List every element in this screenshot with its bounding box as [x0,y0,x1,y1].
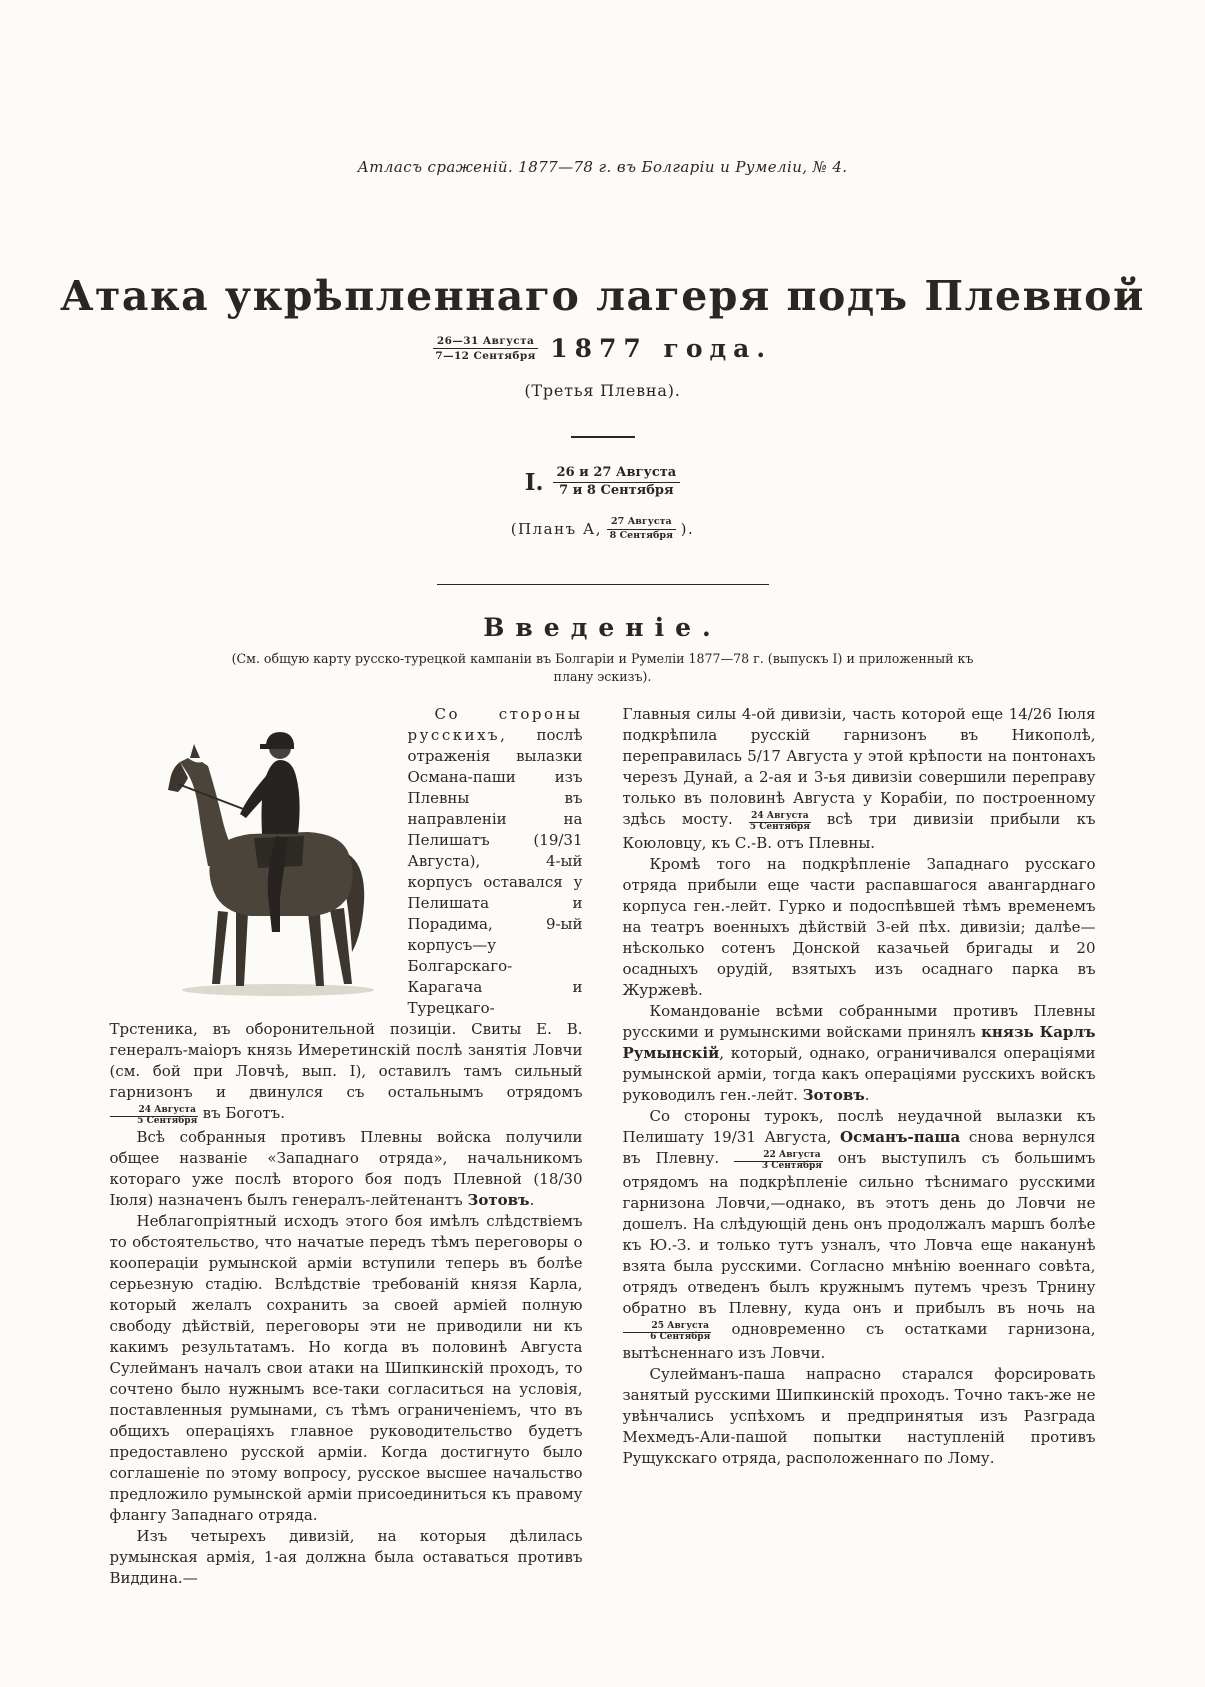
date-fraction-numerator: 26—31 Августа [433,335,538,349]
main-title: Атака укрѣпленнаго лагеря подъ Плевной [60,272,1145,320]
bold-text: Зотовъ [802,1086,865,1105]
section-fraction-denominator: 7 и 8 Сентября [559,482,674,498]
paragraph: Со стороны турокъ, послѣ неудачной вылазки къ Пелишату 19/31 Августа, Османъ-паша снова вернулся въ Плевну. $\frac{\text{22 Августа}}{\text{3 Сентября}}$ онъ выступилъ съ большимъ отрядомъ на подкрѣпленіе сильно тѣснимаго русскими гарнизона Ловчи,—однако, въ этотъ день до Ловчи не дошелъ. На слѣдующій день онъ продолжалъ маршъ болѣе къ Ю.-З. и только тутъ узналъ, что Ловча еще наканунѣ взята была русскими. Согласно мнѣнію военнаго совѣта, отрядъ отведенъ былъ кружнымъ путемъ чрезъ Трнину обратно въ Плевну, куда онъ и прибылъ въ ночь на $\frac{\text{25 Августа}}{\text{6 Сентября}}$ одновременно съ остатками гарнизона, вытѣсненнаго изъ Ловчи. [622,1107,1096,1362]
plan-date-fraction [607,517,676,542]
section-date-fraction [553,466,681,499]
year-text: 1877 года. [550,334,773,363]
subtitle: (Третья Плевна). [524,381,681,400]
date-fraction-denominator: 7—12 Сентября [435,350,536,362]
running-header: Атласъ сраженій. 1877—78 г. въ Болгаріи и Румеліи, № 4. [357,158,848,176]
horse-and-rider-svg [158,706,394,998]
intro-heading: Введеніе. [483,612,722,642]
date-fraction [433,335,538,362]
plan-prefix: (Планъ А, [510,520,603,539]
intro-note: (См. общую карту русско-турецкой кампаніи въ Болгаріи и Румеліи 1877—78 г. (выпускъ I) и приложенный къ плану эскизъ). [231,650,974,684]
right-column [623,704,1096,1589]
paragraph: Всѣ собранныя противъ Плевны войска получили общее названіе «Западнаго отряда», начальникомъ котораго уже послѣ второго боя подъ Плевной (18/30 Іюля) назначенъ былъ генералъ-лейтенантъ Зотовъ. [109,1128,583,1210]
horseman-engraving-illustration [158,706,394,998]
section-fraction-numerator: 26 и 27 Августа [553,466,681,483]
inline-date-fraction: $\frac{\text{22 Августа}}{\text{3 Сентября}}$ [734,1151,822,1172]
text-columns [110,704,1096,1589]
spaced-text: Со стороны русскихъ [407,705,583,745]
bold-text: князь Карлъ Румынскій [622,1023,1096,1063]
divider-long [437,584,769,585]
paragraph: Главныя силы 4-ой дивизіи, часть которой еще 14/26 Іюля подкрѣпила русскій гарнизонъ въ Никополѣ, переправилась 5/17 Августа у этой крѣпости на понтонахъ черезъ Дунай, а 2-ая и 3-ья дивизіи совершили переправу только въ половинѣ Августа у Корабіи, по построенному здѣсь мосту. $\frac{\text{24 Августа}}{\text{5 Сентября}}$ всѣ три дивизіи прибыли къ Коюловцу, къ С.-В. отъ Плевны. [622,705,1096,853]
inline-date-fraction: $\frac{\text{24 Августа}}{\text{5 Сентября}}$ [749,811,810,833]
paragraph: Сулейманъ-паша напрасно старался форсировать занятый русскими Шипкинскій проходъ. Точно такъ-же не увѣнчались успѣхомъ и предпринятыя изъ Разграда Мехмедъ-Али-пашой попытки наступленій противъ Рущукскаго отряда, расположеннаго по Лому. [622,1364,1096,1467]
plan-fraction-numerator: 27 Августа [607,517,676,530]
section-heading [0,466,1205,499]
bold-text: Османъ-паша [840,1128,961,1147]
bold-text: Зотовъ [467,1191,530,1210]
plan-reference [0,517,1205,542]
paragraph: Кромѣ того на подкрѣпленіе Западнаго русскаго отряда прибыли еще части распавшагося авангарднаго корпуса ген.-лейт. Гурко и подоспѣвшей тѣмъ временемъ на театръ военныхъ дѣйствій 3-ей пѣх. дивизіи; далѣе—нѣсколько сотенъ Донской казачьей бригады и 20 осадныхъ орудій, взятыхъ изъ осаднаго парка въ Журжевѣ. [622,855,1096,1000]
left-column [110,704,583,1589]
paragraph: Неблагопріятный исходъ этого боя имѣлъ слѣдствіемъ то обстоятельство, что начатые передъ тѣмъ переговоры о коопераціи румынской арміи вступили теперь въ болѣе серьезную стадію. Вслѣдствіе требованій князя Карла, который желалъ сохранить за своей арміей полную свободу дѣйствій, переговоры эти не приводили ни къ какимъ результатамъ. Но когда въ половинѣ Августа Сулейманъ началъ свои атаки на Шипкинскій проходъ, то сочтено было нужнымъ все-таки согласиться на условія, поставленныя румынами, съ тѣмъ ограниченіемъ, что въ общихъ операціяхъ главное руководительство будетъ предоставлено русской арміи. Когда достигнуто было соглашеніе по этому вопросу, русское высшее начальство предложило румынской арміи присоединиться къ правому флангу Западнаго отряда. [109,1212,583,1525]
paragraph: Изъ четырехъ дивизій, на которыя дѣлилась румынская армія, 1-ая должна была оставаться противъ Виддина.— [109,1527,583,1588]
right-column-paragraphs [623,704,1096,1469]
plan-fraction-denominator: 8 Сентября [609,529,674,541]
divider-short [571,436,635,438]
paragraph: Командованіе всѣми собранными противъ Плевны русскими и румынскими войсками принялъ князь Карлъ Румынскій, который, однако, ограничивался операціями румынской арміи, тогда какъ операціями русскихъ войскъ руководилъ ген.-лейт. Зотовъ. [622,1002,1096,1105]
paragraph: Со стороны русскихъ, послѣ отраженія вылазки Османа-паши изъ Плевны въ направленіи на Пелишатъ (19/31 Августа), 4-ый корпусъ оставался у Пелишата и Порадима, 9-ый корпусъ—у Болгарскаго-Карагача и Турецкаго-Трстеника, въ оборонительной позиціи. Свиты Е. В. генералъ-маіоръ князь Имеретинскій послѣ занятія Ловчи (см. бой при Ловчѣ, вып. I), оставилъ тамъ сильный гарнизонъ и двинулся съ остальнымъ отрядомъ $\frac{\text{24 Августа}}{\text{5 Сентября}}$ въ Боготъ. [109,705,583,1127]
inline-date-fraction: $\frac{\text{25 Августа}}{\text{6 Сентября}}$ [623,1322,711,1343]
inline-date-fraction: $\frac{\text{24 Августа}}{\text{5 Сентября}}$ [110,1106,198,1127]
section-numeral: I. [524,468,544,496]
date-line [0,334,1205,363]
plan-suffix: ). [680,520,695,539]
